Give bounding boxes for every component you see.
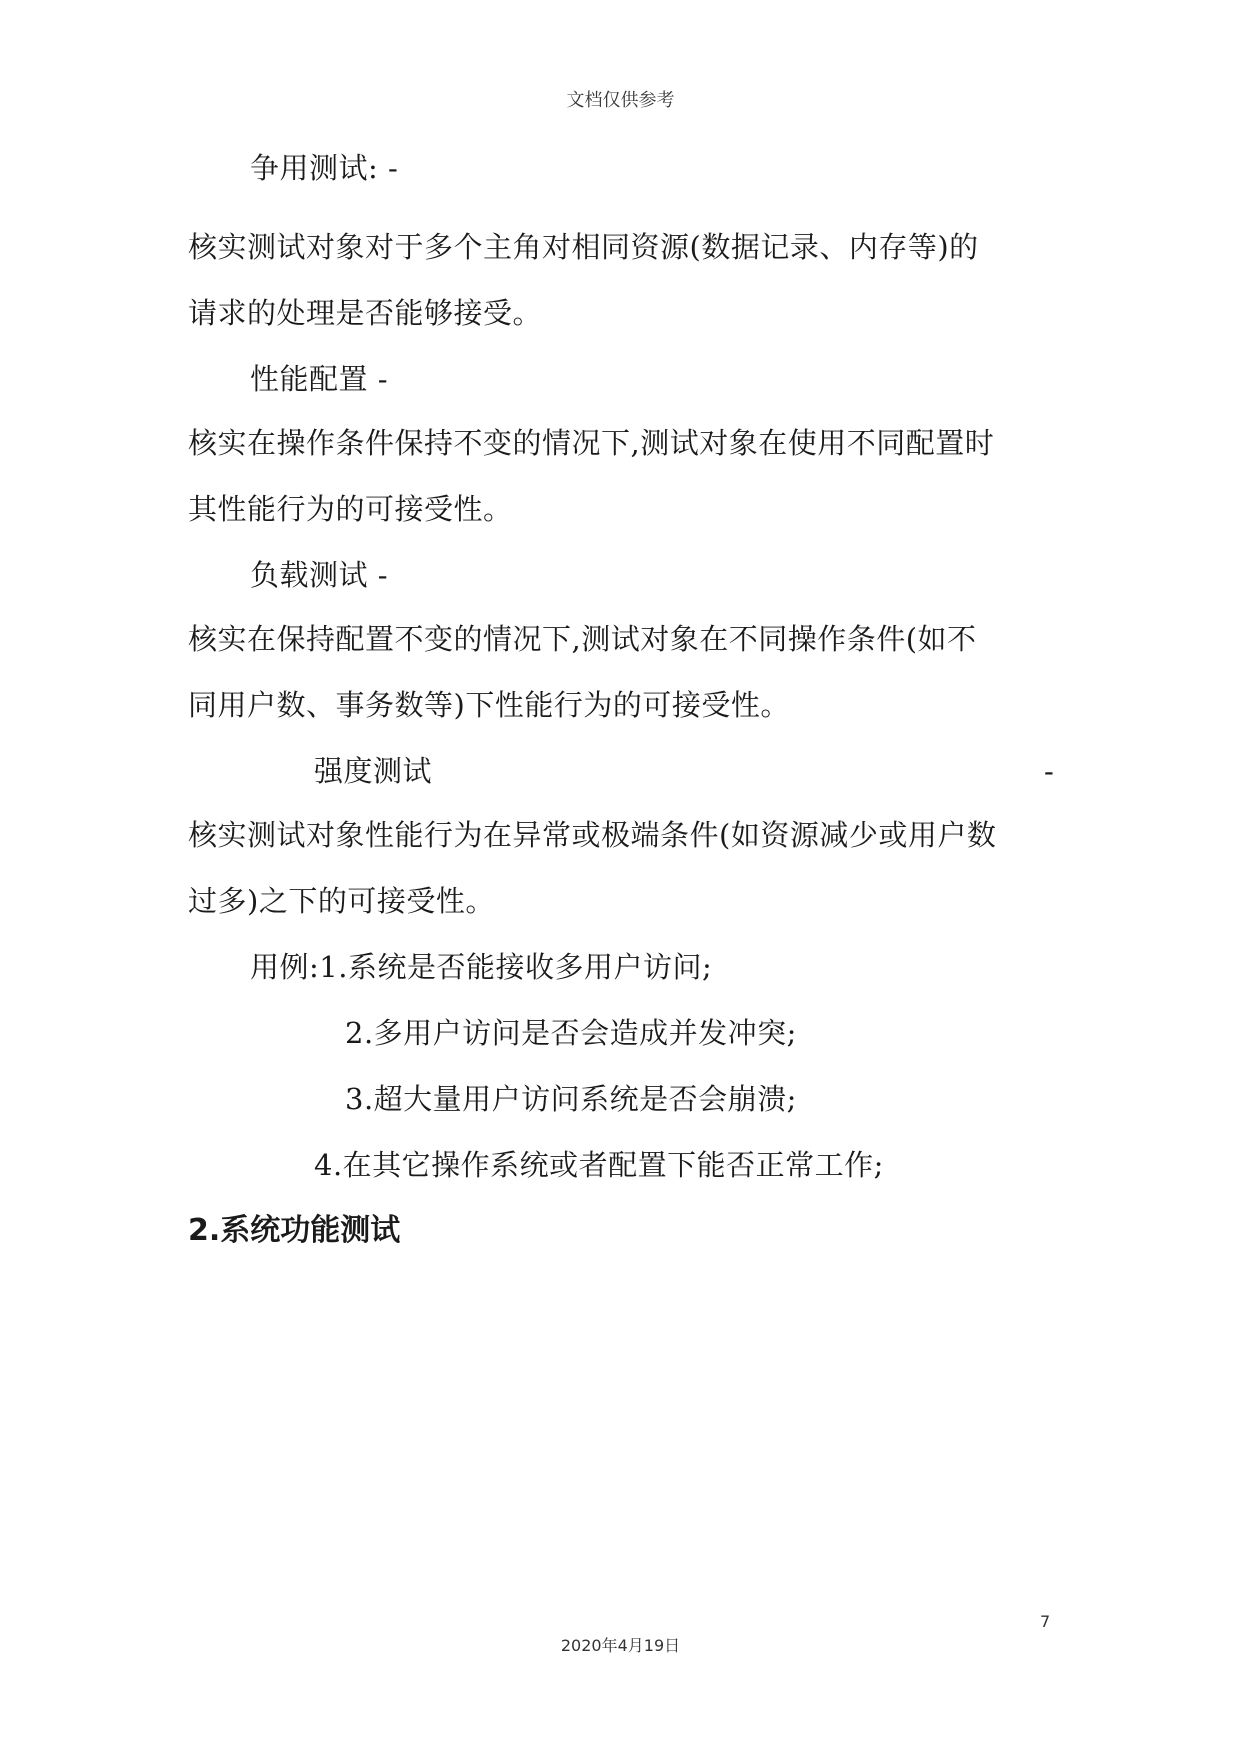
performance-config-desc-line-2: 其性能行为的可接受性。	[188, 492, 513, 526]
stress-test-dash: -	[1044, 754, 1054, 788]
use-case-4: 4.在其它操作系统或者配置下能否正常工作;	[314, 1148, 884, 1182]
contention-test-title: 争用测试: -	[250, 151, 399, 185]
performance-config-desc-line-1: 核实在操作条件保持不变的情况下,测试对象在使用不同配置时	[188, 426, 995, 460]
stress-test-desc-line-1: 核实测试对象性能行为在异常或极端条件(如资源减少或用户数	[188, 818, 997, 852]
contention-test-desc-line-1: 核实测试对象对于多个主角对相同资源(数据记录、内存等)的	[188, 230, 979, 264]
contention-test-desc-line-2: 请求的处理是否能够接受。	[188, 296, 543, 330]
use-case-2: 2.多用户访问是否会造成并发冲突;	[345, 1016, 797, 1050]
page-header: 文档仅供参考	[566, 90, 675, 111]
stress-test-desc-line-2: 过多)之下的可接受性。	[188, 884, 495, 918]
stress-test-title: 强度测试	[314, 754, 433, 788]
use-case-1: 用例:1.系统是否能接收多用户访问;	[250, 950, 713, 984]
page-footer-date: 2020年4月19日	[560, 1636, 681, 1655]
load-test-desc-line-1: 核实在保持配置不变的情况下,测试对象在不同操作条件(如不	[188, 622, 977, 656]
performance-config-title: 性能配置 -	[250, 362, 389, 396]
load-test-desc-line-2: 同用户数、事务数等)下性能行为的可接受性。	[188, 688, 790, 722]
page-number: 7	[1040, 1612, 1051, 1631]
use-case-3: 3.超大量用户访问系统是否会崩溃;	[345, 1082, 797, 1116]
load-test-title: 负载测试 -	[250, 558, 389, 592]
section-heading: 2.系统功能测试	[188, 1213, 401, 1248]
